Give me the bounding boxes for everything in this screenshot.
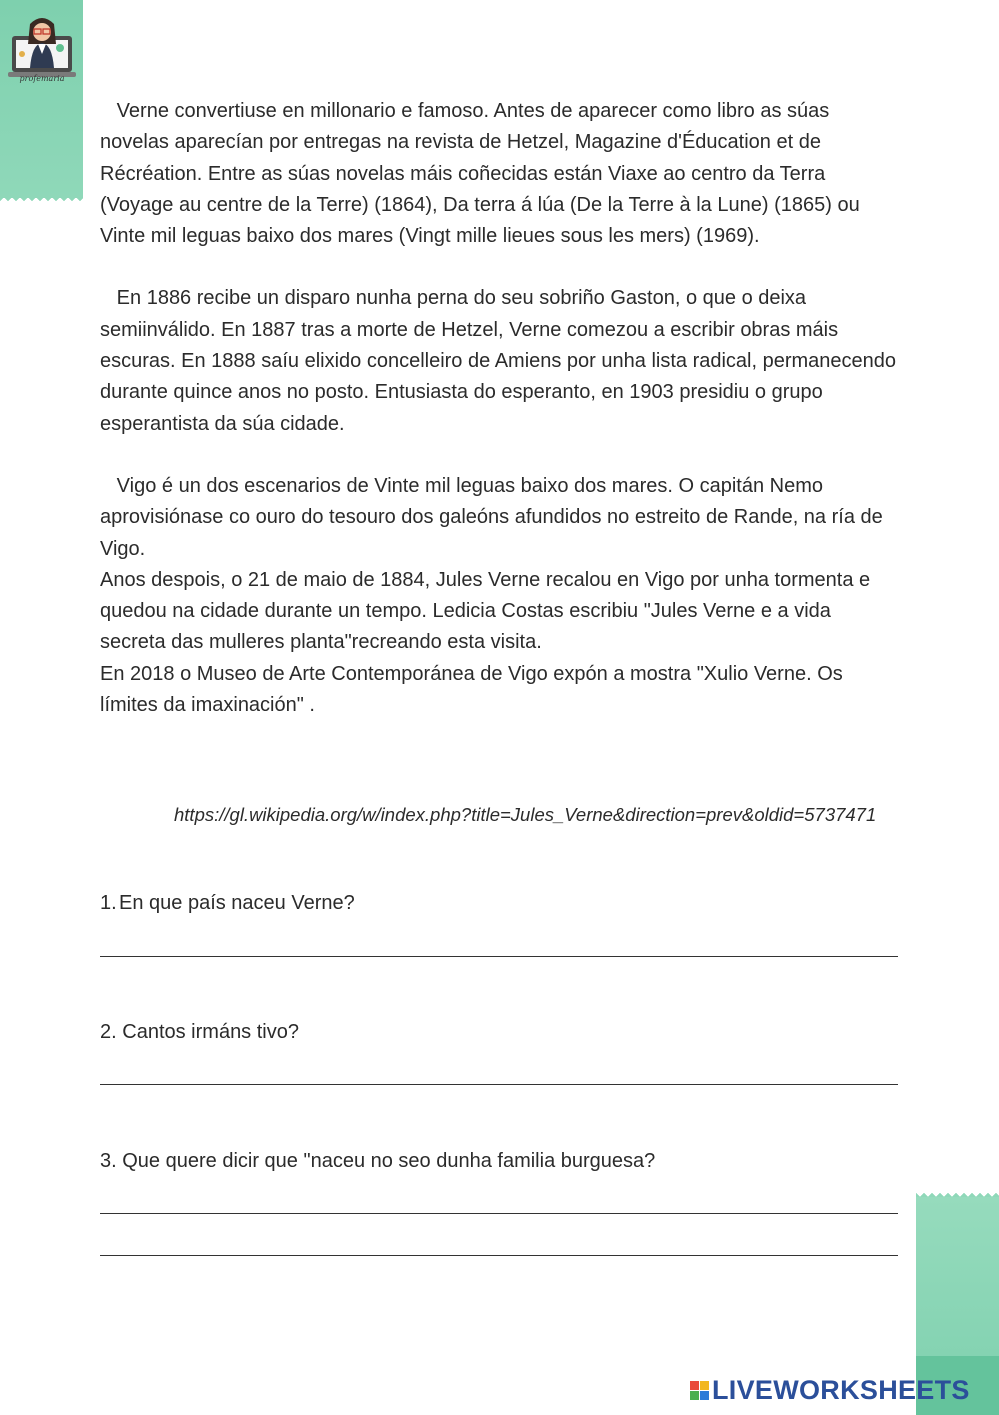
reading-text (100, 96, 900, 721)
answer-line-3a[interactable] (100, 1213, 898, 1214)
liveworksheets-logo[interactable] (690, 1372, 970, 1408)
paragraph: En 1886 recibe un disparo nunha perna do seu sobriño Gaston, o que o deixa semiinválido. En 1887 tras a morte de Hetzel, Verne comezou a escribir obras máis escuras. En 1888 saíu elixido concelleiro de Amiens por unha lista radical, permanecendo durante quince anos no posto. Entusiasta do esperanto, en 1903 presidiu o grupo esperantista da súa cidade. (100, 287, 897, 435)
brand-text: LIVEWORKSHEETS (712, 1374, 970, 1405)
brand-blocks-icon (690, 1381, 709, 1400)
answer-line-3b[interactable] (100, 1255, 898, 1256)
question-2: 2. Cantos irmáns tivo? (100, 1021, 299, 1043)
source-citation: https://gl.wikipedia.org/w/index.php?title=Jules_Verne&direction=prev&oldid=5737471 (174, 804, 877, 825)
answer-line-2[interactable] (100, 1084, 898, 1085)
paragraph: En 2018 o Museo de Arte Contemporánea de Vigo expón a mostra "Xulio Verne. Os límites da imaxinación" . (100, 662, 843, 717)
paragraph: Vigo é un dos escenarios de Vinte mil leguas baixo dos mares. O capitán Nemo aprovisiónase co ouro do tesouro dos galeóns afundidos no estreito de Rande, na ría de Vigo. (100, 474, 883, 560)
decorative-tape-left-edge (0, 196, 83, 204)
question-1: 1. En que país naceu Verne? (100, 892, 355, 914)
answer-line-1[interactable] (100, 956, 898, 957)
paragraph: Anos despois, o 21 de maio de 1884, Jules Verne recalou en Vigo por unha tormenta e quedou na cidade durante un tempo. Ledicia Costas escribiu "Jules Verne e a vida secreta das mulleres planta"recreando esta visita. (100, 568, 871, 654)
logo-caption: profemaria (19, 74, 65, 83)
paragraph: Verne convertiuse en millonario e famoso. Antes de aparecer como libro as súas novelas aparecían por entregas na revista de Hetzel, Magazine d'Éducation et de Récréation. Entre as súas novelas máis coñecidas están Viaxe ao centro da Terra (Voyage au centre de la Terre) (1864), Da terra á lúa (De la Terre à la Lune) (1865) ou Vinte mil leguas baixo dos mares (Vingt mille lieues sous les mers) (1969). (100, 100, 860, 248)
question-3: 3. Que quere dicir que "naceu no seo dunha familia burguesa? (100, 1150, 656, 1172)
